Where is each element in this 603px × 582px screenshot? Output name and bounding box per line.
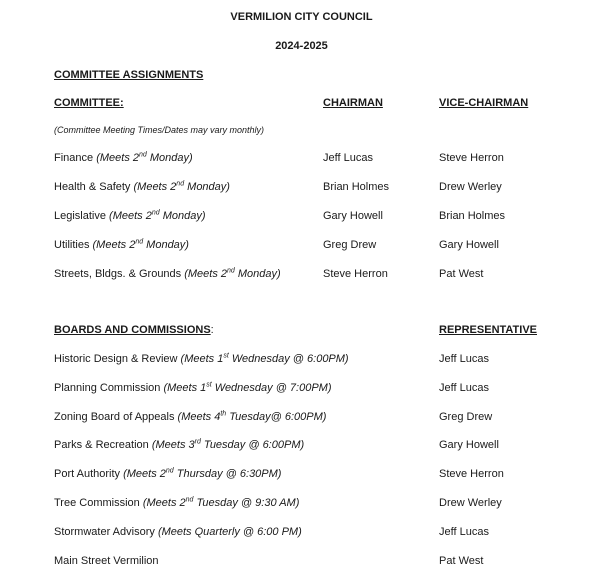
row-name: Health & Safety <box>54 181 131 193</box>
meeting-schedule <box>152 439 304 451</box>
row-label <box>54 210 206 222</box>
row-name: Legislative <box>54 210 106 222</box>
chairman-name: Jeff Lucas <box>323 152 373 164</box>
meeting-post: Tuesday @ 6:00PM) <box>200 439 305 452</box>
document-year: 2024-2025 <box>275 40 328 52</box>
row-label <box>54 468 281 480</box>
meeting-pre: (Meets 2 <box>92 239 136 251</box>
meeting-pre: (Meets 2 <box>142 497 186 509</box>
table-row <box>0 210 603 226</box>
table-row <box>0 555 603 571</box>
committee-assignments-heading: COMMITTEE ASSIGNMENTS <box>54 69 204 81</box>
row-name: Port Authority <box>54 468 121 481</box>
meeting-schedule <box>178 411 327 423</box>
boards-heading-colon: : <box>210 324 214 336</box>
meeting-pre: (Meets Quarterly @ 6:00 PM) <box>157 525 302 538</box>
meeting-ordinal-suffix: nd <box>135 238 144 246</box>
committee-column-header: COMMITTEE: <box>54 97 124 109</box>
row-name: Zoning Board of Appeals <box>54 410 175 423</box>
vice-chairman-name: Gary Howell <box>439 239 499 251</box>
meeting-pre: (Meets 3 <box>151 439 195 452</box>
meeting-pre: (Meets 2 <box>96 152 139 164</box>
meeting-schedule <box>158 526 302 538</box>
row-name: Utilities <box>54 239 90 251</box>
document-title: VERMILION CITY COUNCIL <box>230 11 373 23</box>
chairman-name: Steve Herron <box>323 268 388 280</box>
meeting-post: Tuesday @ 9:30 AM) <box>193 497 300 509</box>
meeting-post: Wednesday @ 6:00PM) <box>228 353 349 365</box>
table-row <box>0 526 603 542</box>
meeting-ordinal-suffix: nd <box>227 267 235 275</box>
row-name: Historic Design & Review <box>54 353 178 365</box>
meeting-schedule <box>93 239 189 251</box>
row-label <box>54 497 299 509</box>
row-label <box>54 353 349 365</box>
meeting-pre: (Meets 1 <box>180 353 224 365</box>
meeting-post: Thursday @ 6:30PM) <box>173 468 282 481</box>
meeting-schedule <box>96 152 192 164</box>
row-label <box>54 152 193 164</box>
table-row <box>0 353 603 369</box>
chairman-name: Greg Drew <box>323 239 377 251</box>
vice-chairman-column-header: VICE-CHAIRMAN <box>439 97 529 109</box>
row-name: Stormwater Advisory <box>54 525 155 538</box>
row-name: Streets, Bldgs. & Grounds <box>54 268 182 280</box>
meeting-pre: (Meets 1 <box>163 381 207 394</box>
representative-name: Pat West <box>439 554 484 567</box>
row-name: Parks & Recreation <box>54 439 149 452</box>
boards-heading-wrap <box>54 324 214 336</box>
meeting-pre: (Meets 4 <box>177 410 221 423</box>
meeting-schedule <box>123 468 281 480</box>
meeting-post: Wednesday @ 7:00PM) <box>211 381 332 394</box>
row-label <box>54 382 332 394</box>
meeting-ordinal-suffix: st <box>223 352 229 360</box>
representative-name: Drew Werley <box>439 497 502 509</box>
representative-name: Jeff Lucas <box>439 525 489 538</box>
table-row <box>0 497 603 513</box>
table-row <box>0 152 603 168</box>
committee-note: (Committee Meeting Times/Dates may vary monthly) <box>54 125 264 135</box>
vice-chairman-name: Steve Herron <box>439 152 504 164</box>
meeting-schedule <box>181 353 349 365</box>
meeting-schedule <box>134 181 230 193</box>
meeting-post: Monday) <box>143 239 189 251</box>
table-row <box>0 382 603 398</box>
table-row <box>0 411 603 427</box>
boards-commissions-heading: BOARDS AND COMMISSIONS <box>54 324 211 336</box>
meeting-ordinal-suffix: nd <box>139 151 147 159</box>
chairman-name: Brian Holmes <box>323 181 390 193</box>
meeting-post: Monday) <box>234 268 281 280</box>
meeting-schedule <box>109 210 205 222</box>
row-label <box>54 411 326 423</box>
meeting-post: Tuesday@ 6:00PM) <box>226 410 327 423</box>
row-label <box>54 239 189 251</box>
meeting-post: Monday) <box>146 152 193 164</box>
table-row <box>0 468 603 484</box>
row-label <box>54 555 159 567</box>
meeting-ordinal-suffix: nd <box>151 209 160 217</box>
meeting-schedule <box>163 382 331 394</box>
meeting-post: Monday) <box>159 210 206 222</box>
meeting-schedule <box>184 268 280 280</box>
row-name: Tree Commission <box>54 497 140 509</box>
meeting-pre: (Meets 2 <box>109 210 152 222</box>
meeting-ordinal-suffix: st <box>206 381 212 389</box>
row-name: Main Street Vermilion <box>54 554 159 567</box>
row-name: Planning Commission <box>54 381 161 394</box>
representative-name: Steve Herron <box>439 468 504 481</box>
vice-chairman-name: Drew Werley <box>439 181 502 193</box>
vice-chairman-name: Brian Holmes <box>439 210 506 222</box>
table-row <box>0 439 603 455</box>
meeting-pre: (Meets 2 <box>184 268 228 280</box>
chairman-column-header: CHAIRMAN <box>323 97 383 109</box>
meeting-schedule <box>143 497 300 509</box>
representative-name: Jeff Lucas <box>439 353 489 365</box>
representative-name: Gary Howell <box>439 439 499 452</box>
row-label <box>54 268 281 280</box>
committee-column-headers <box>0 97 603 113</box>
meeting-ordinal-suffix: rd <box>194 438 201 446</box>
meeting-ordinal-suffix: th <box>220 409 227 417</box>
representative-column-header: REPRESENTATIVE <box>439 324 537 336</box>
representative-name: Greg Drew <box>439 410 493 423</box>
meeting-ordinal-suffix: nd <box>185 496 194 504</box>
representative-name: Jeff Lucas <box>439 381 489 394</box>
meeting-pre: (Meets 2 <box>123 468 166 481</box>
meeting-ordinal-suffix: nd <box>165 467 174 475</box>
chairman-name: Gary Howell <box>323 210 383 222</box>
boards-column-headers <box>0 324 603 340</box>
table-row <box>0 181 603 197</box>
vice-chairman-name: Pat West <box>439 268 484 280</box>
meeting-ordinal-suffix: nd <box>176 180 185 188</box>
row-name: Finance <box>54 152 94 164</box>
row-label <box>54 181 230 193</box>
table-row <box>0 268 603 284</box>
meeting-pre: (Meets 2 <box>133 181 177 193</box>
row-label <box>54 439 304 451</box>
meeting-post: Monday) <box>184 181 230 193</box>
table-row <box>0 239 603 255</box>
row-label <box>54 526 302 538</box>
